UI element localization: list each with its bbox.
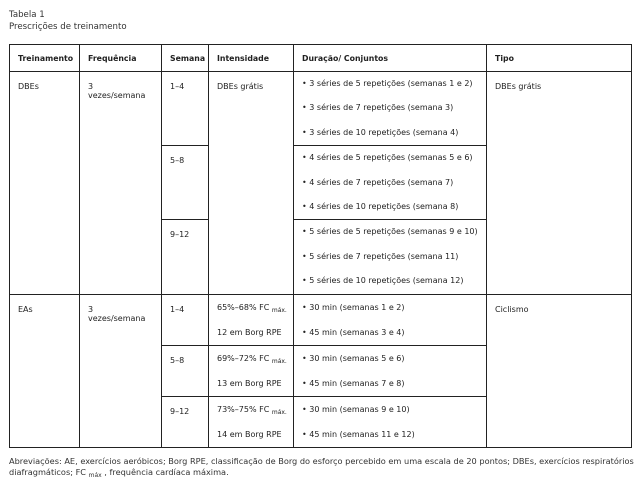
ea-intensity-2 bbox=[209, 345, 294, 396]
table-row bbox=[10, 72, 632, 146]
list-item: • 5 séries de 7 repetições (semana 11) bbox=[302, 251, 459, 261]
dbe-sets-2 bbox=[294, 146, 487, 220]
abbreviations-footnote bbox=[9, 456, 635, 481]
list-item: • 45 min (semanas 11 e 12) bbox=[302, 429, 415, 439]
ea-training: EAs bbox=[10, 294, 80, 447]
table-caption bbox=[9, 9, 127, 33]
ea-intensity-rpe: 12 em Borg RPE bbox=[217, 327, 282, 337]
ea-intensity-rpe: 13 em Borg RPE bbox=[217, 378, 282, 388]
list-item: • 5 séries de 5 repetições (semanas 9 e 10) bbox=[302, 227, 478, 237]
footnote-line-1: Abreviações: AE, exercícios aeróbicos; Borg RPE, classificação de Borg do esforço percebido em uma escala de 20 pontos; DBEs, exercícios respiratórios bbox=[9, 456, 634, 466]
dbe-type: DBEs grátis bbox=[487, 72, 632, 295]
list-item: • 45 min (semanas 3 e 4) bbox=[302, 327, 405, 337]
fc-subscript: máx. bbox=[271, 357, 287, 365]
list-item: • 3 séries de 7 repetições (semana 3) bbox=[302, 103, 454, 113]
fc-subscript: máx. bbox=[271, 408, 287, 416]
header-week: Semana bbox=[162, 45, 209, 72]
dbe-sets-1 bbox=[294, 72, 487, 146]
dbe-training: DBEs bbox=[10, 72, 80, 295]
ea-intensity-rpe: 14 em Borg RPE bbox=[217, 429, 282, 439]
ea-weeks-3: 9–12 bbox=[162, 396, 209, 447]
dbe-weeks-1: 1–4 bbox=[162, 72, 209, 146]
fc-subscript: máx bbox=[88, 472, 102, 479]
ea-intensity-fc: 73%–75% FC bbox=[217, 404, 270, 414]
dbe-intensity: DBEs grátis bbox=[209, 72, 294, 295]
ea-duration-2 bbox=[294, 345, 487, 396]
table-title: Prescrições de treinamento bbox=[9, 22, 127, 32]
list-item: • 3 séries de 10 repetições (semana 4) bbox=[302, 127, 459, 137]
dbe-frequency: 3 vezes/semana bbox=[80, 72, 162, 295]
header-duration-sets: Duração/ Conjuntos bbox=[294, 45, 487, 72]
fc-subscript: máx. bbox=[271, 306, 287, 314]
header-frequency: Frequência bbox=[80, 45, 162, 72]
ea-frequency: 3 vezes/semana bbox=[80, 294, 162, 447]
table-row bbox=[10, 294, 632, 345]
header-intensity: Intensidade bbox=[209, 45, 294, 72]
list-item: • 30 min (semanas 1 e 2) bbox=[302, 302, 405, 312]
ea-intensity-fc: 65%–68% FC bbox=[217, 302, 270, 312]
list-item: • 4 séries de 5 repetições (semanas 5 e 6) bbox=[302, 153, 473, 163]
ea-duration-3 bbox=[294, 396, 487, 447]
list-item: • 45 min (semanas 7 e 8) bbox=[302, 378, 405, 388]
table-header-row bbox=[10, 45, 632, 72]
ea-weeks-2: 5–8 bbox=[162, 345, 209, 396]
ea-duration-1 bbox=[294, 294, 487, 345]
list-item: • 3 séries de 5 repetições (semanas 1 e 2) bbox=[302, 79, 473, 88]
list-item: • 4 séries de 7 repetições (semana 7) bbox=[302, 177, 454, 187]
header-training: Treinamento bbox=[10, 45, 80, 72]
dbe-sets-3 bbox=[294, 220, 487, 294]
training-prescription-table bbox=[9, 44, 632, 448]
ea-weeks-1: 1–4 bbox=[162, 294, 209, 345]
list-item: • 4 séries de 10 repetições (semana 8) bbox=[302, 201, 459, 211]
ea-type: Ciclismo bbox=[487, 294, 632, 447]
dbe-weeks-3: 9–12 bbox=[162, 220, 209, 294]
footnote-line-2: diafragmáticos; FC $_{máx}$ , frequência cardíaca máxima. bbox=[9, 467, 229, 479]
list-item: • 30 min (semanas 5 e 6) bbox=[302, 353, 405, 363]
table-label: Tabela 1 bbox=[9, 10, 45, 20]
ea-intensity-1 bbox=[209, 294, 294, 345]
header-type: Tipo bbox=[487, 45, 632, 72]
ea-intensity-fc: 69%–72% FC bbox=[217, 353, 270, 363]
list-item: • 30 min (semanas 9 e 10) bbox=[302, 404, 410, 414]
ea-intensity-3 bbox=[209, 396, 294, 447]
dbe-weeks-2: 5–8 bbox=[162, 146, 209, 220]
list-item: • 5 séries de 10 repetições (semana 12) bbox=[302, 276, 464, 286]
